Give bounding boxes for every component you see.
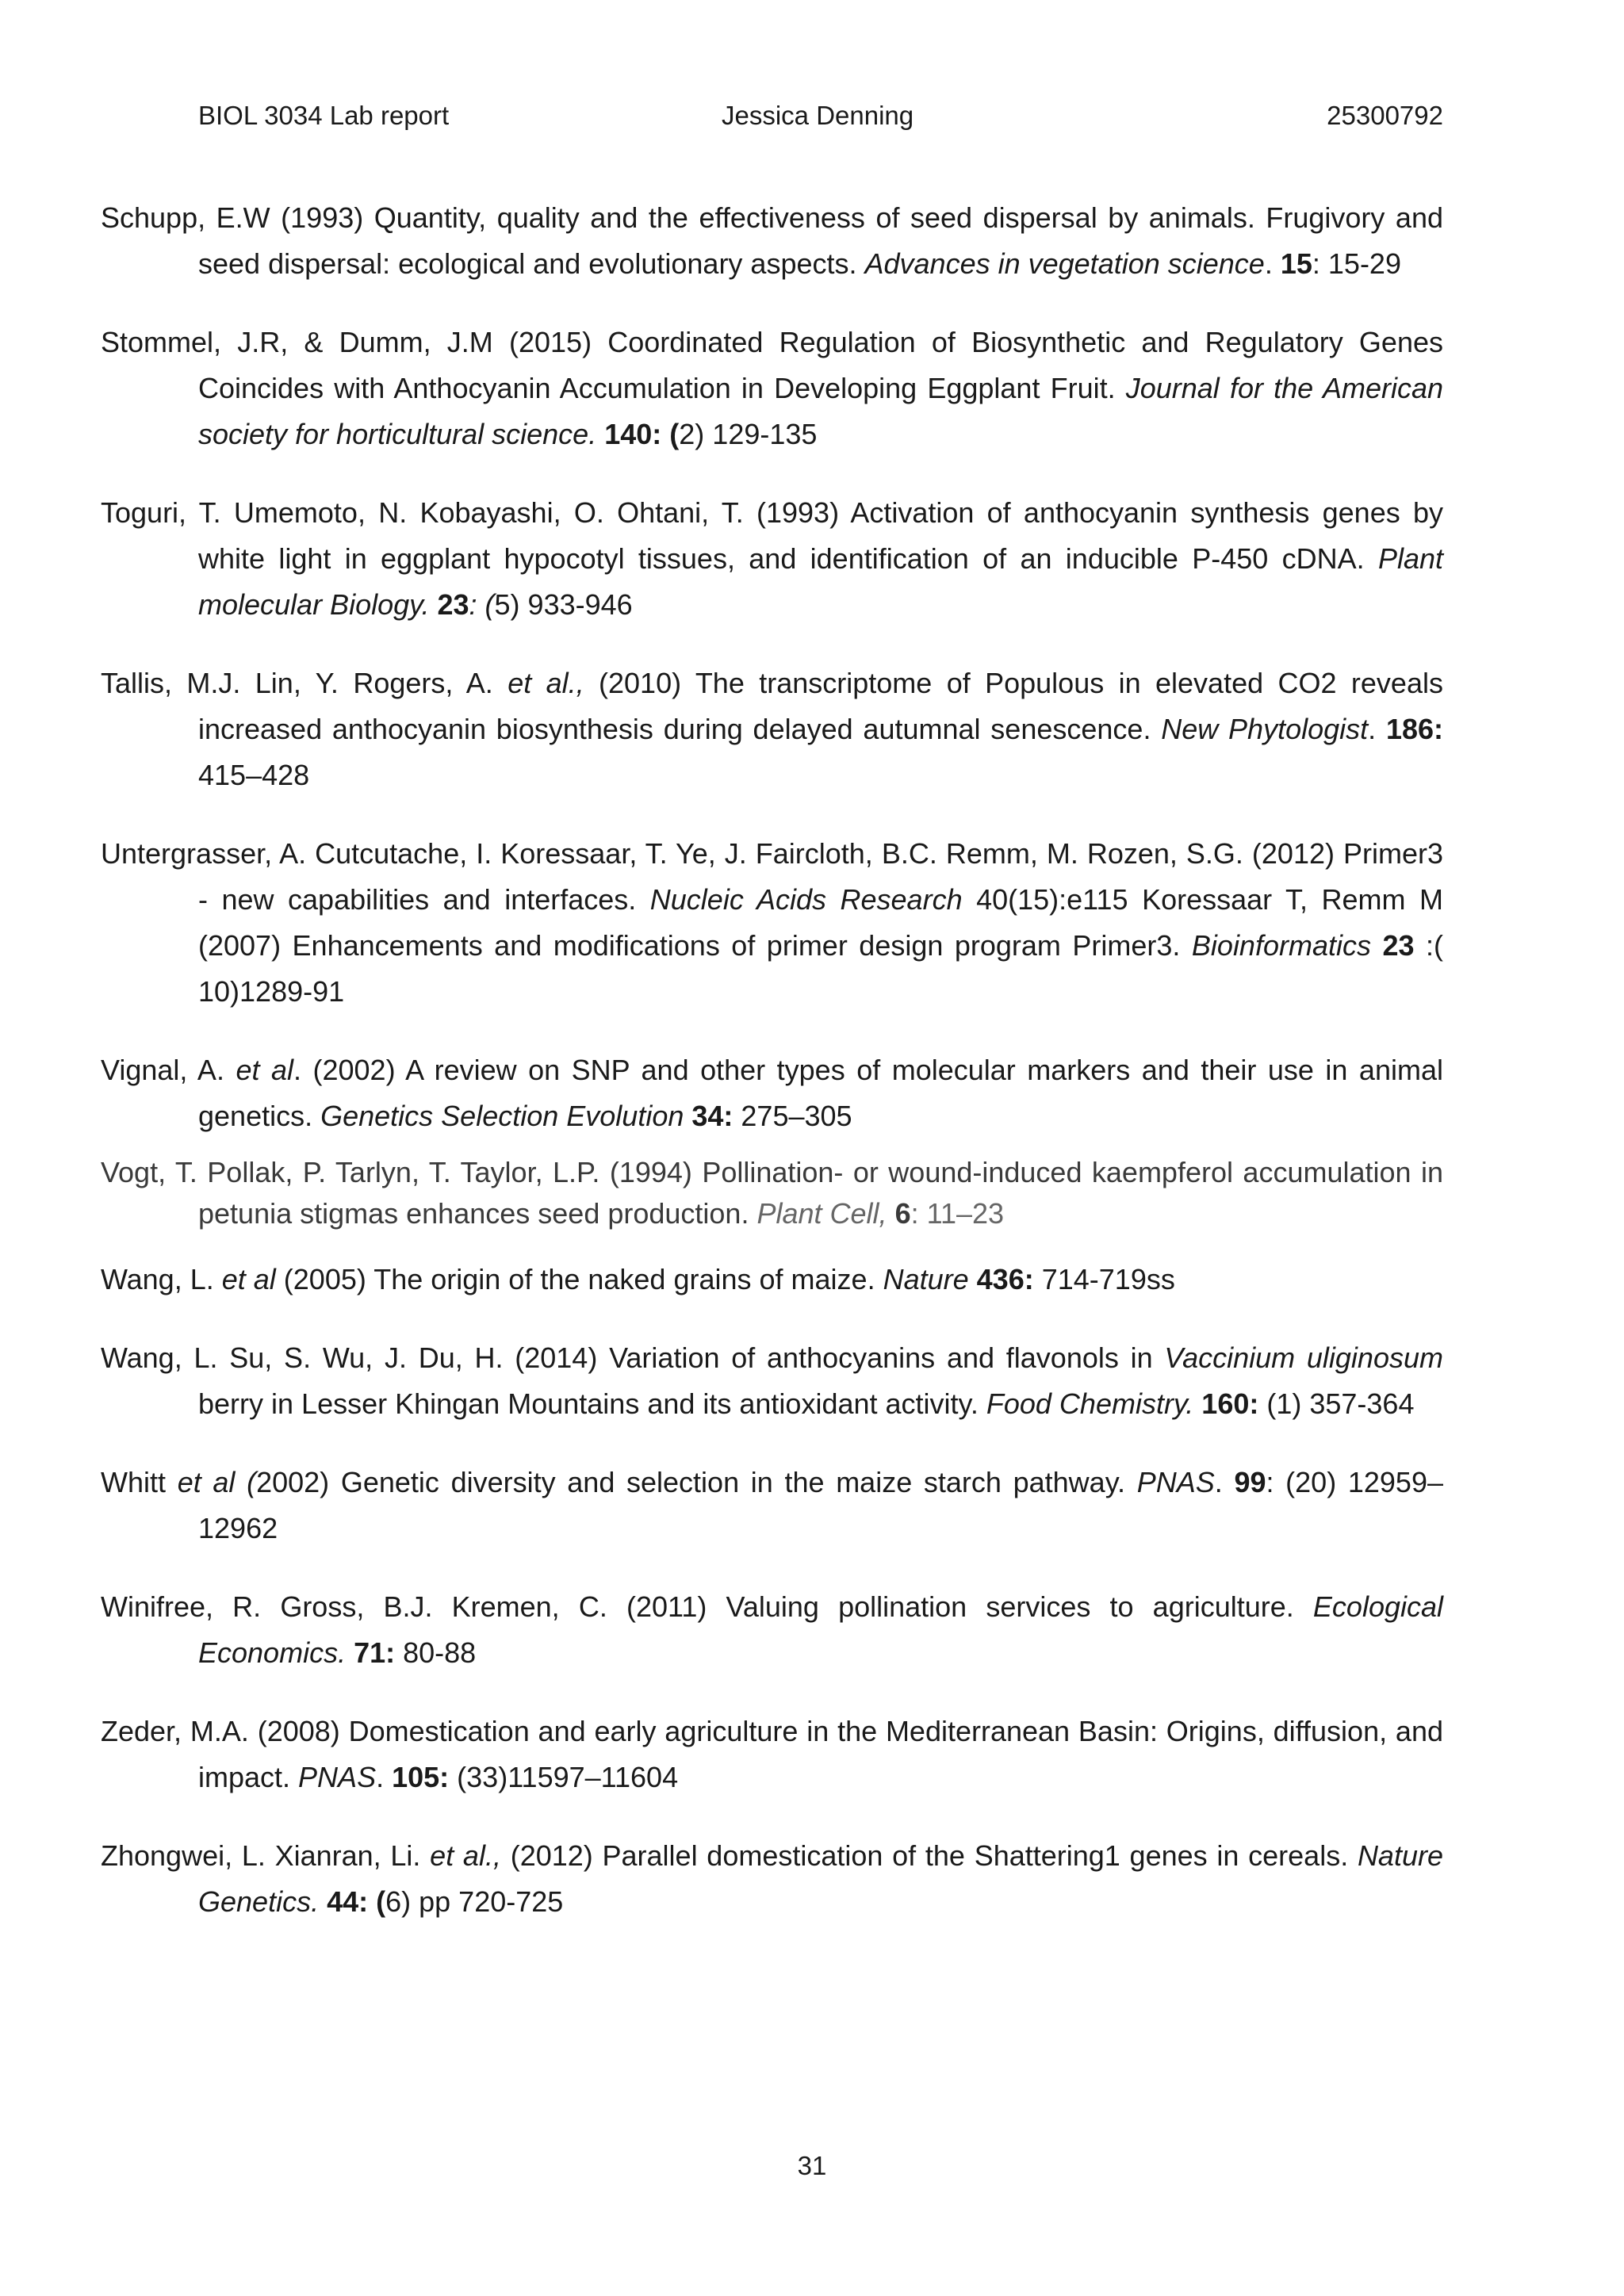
header-student-id: 25300792	[1327, 101, 1443, 130]
reference-tallis-2010: Tallis, M.J. Lin, Y. Rogers, A. et al., (2010) The transcriptome of Populous in elevated CO2 reveals increased anthocyanin biosynthesis during delayed autumnal senescence. New Phytologist. 186: 415–428	[101, 667, 1443, 791]
reference-zeder-2008: Zeder, M.A. (2008) Domestication and early agriculture in the Mediterranean Basin: Origins, diffusion, and impact. PNAS. 105: (33)11597–11604	[101, 1715, 1443, 1793]
reference-untergrasser-2012: Untergrasser, A. Cutcutache, I. Koressaar, T. Ye, J. Faircloth, B.C. Remm, M. Rozen, S.G. (2012) Primer3 - new capabilities and interfaces. Nucleic Acids Research 40(15):e115 Koressaar T, Remm M (2007) Enhancements and modifications of primer design program Primer3. Bioinformatics 23 :( 10)1289-91	[101, 837, 1443, 1008]
reference-schupp-1993: Schupp, E.W (1993) Quantity, quality and the effectiveness of seed dispersal by animals. Frugivory and seed dispersal: ecological and evolutionary aspects. Advances in vegetation science. 15: 15-29	[101, 201, 1443, 280]
page-number: 31	[797, 2151, 827, 2180]
reference-wang-2005: Wang, L. et al (2005) The origin of the naked grains of maize. Nature 436: 714-719ss	[101, 1263, 1175, 1295]
page-header	[198, 97, 1443, 135]
reference-wang-2014: Wang, L. Su, S. Wu, J. Du, H. (2014) Variation of anthocyanins and flavonols in Vaccinium uliginosum berry in Lesser Khingan Mountains and its antioxidant activity. Food Chemistry. 160: (1) 357-364	[101, 1341, 1443, 1420]
header-author: Jessica Denning	[722, 101, 914, 130]
reference-stommel-2015: Stommel, J.R, & Dumm, J.M (2015) Coordinated Regulation of Biosynthetic and Regulatory Genes Coincides with Anthocyanin Accumulation in Developing Eggplant Fruit. Journal for the American society for horticultural science. 140: (2) 129-135	[101, 326, 1443, 450]
reference-winifree-2011: Winifree, R. Gross, B.J. Kremen, C. (2011) Valuing pollination services to agriculture. Ecological Economics. 71: 80-88	[101, 1590, 1443, 1669]
reference-toguri-1993: Toguri, T. Umemoto, N. Kobayashi, O. Ohtani, T. (1993) Activation of anthocyanin synthesis genes by white light in eggplant hypocotyl tissues, and identification of an inducible P-450 cDNA. Plant molecular Biology. 23: (5) 933-946	[101, 496, 1443, 621]
header-course: BIOL 3034 Lab report	[198, 101, 450, 130]
reference-vogt-1994: Vogt, T. Pollak, P. Tarlyn, T. Taylor, L.P. (1994) Pollination- or wound-induced kaempferol accumulation in petunia stigmas enhances seed production. Plant Cell, 6: 11–23	[101, 1156, 1443, 1230]
reference-vignal-2002: Vignal, A. et al. (2002) A review on SNP and other types of molecular markers and their use in animal genetics. Genetics Selection Evolution 34: 275–305	[101, 1054, 1443, 1132]
reference-zhongwei-2012: Zhongwei, L. Xianran, Li. et al., (2012) Parallel domestication of the Shattering1 genes in cereals. Nature Genetics. 44: (6) pp 720-725	[101, 1839, 1443, 1918]
reference-list	[101, 195, 1443, 1957]
reference-whitt-2002: Whitt et al (2002) Genetic diversity and selection in the maize starch pathway. PNAS. 99: (20) 12959–12962	[101, 1466, 1443, 1544]
